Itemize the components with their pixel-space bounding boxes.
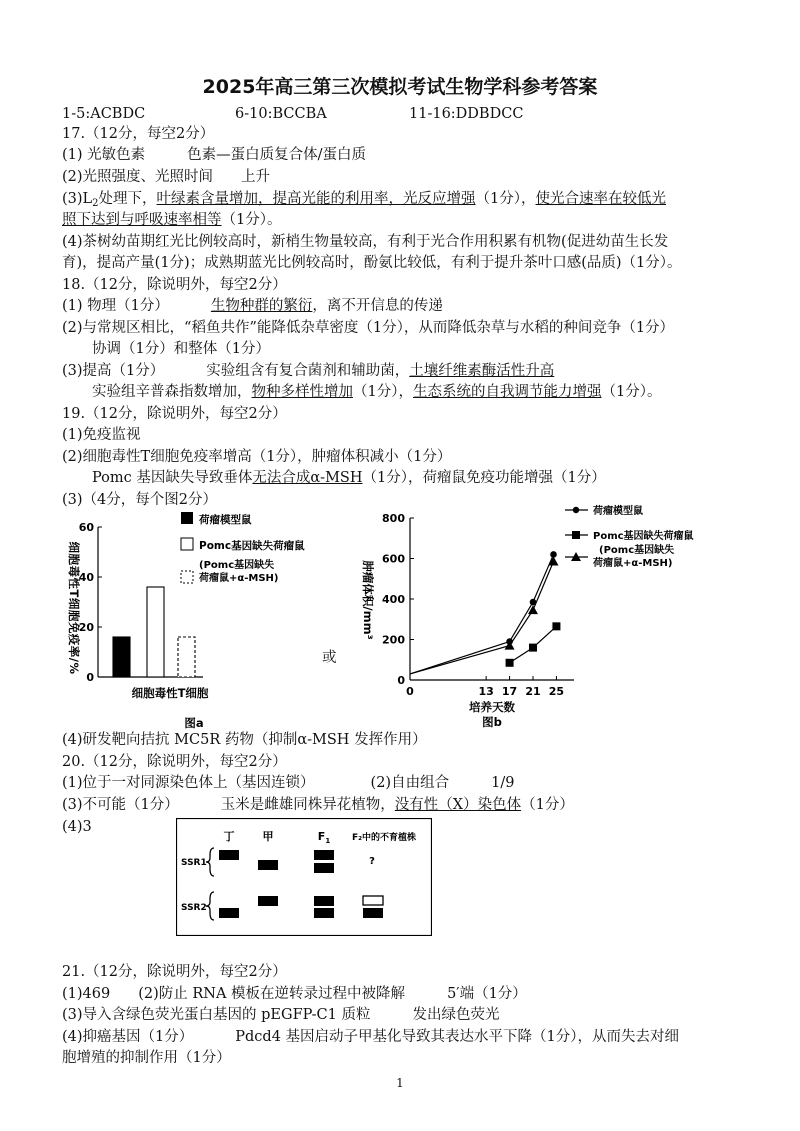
y-tick-label: 0 bbox=[397, 674, 405, 687]
mc-answers-1-5: 1-5:ACBDC bbox=[62, 106, 146, 122]
band-f1-ssr1-lower bbox=[314, 863, 334, 873]
legend-marker-model bbox=[573, 507, 579, 513]
col-label-f1: $F_1$ bbox=[317, 830, 331, 845]
series-line-1 bbox=[410, 554, 554, 673]
q21-line-3: (4)抑癌基因（1分） Pdcd4 基因启动子甲基化导致其表达水平下降（1分），从而失去对细 bbox=[62, 1029, 680, 1045]
q21-line-4: 胞增殖的抑制作用（1分） bbox=[62, 1050, 231, 1066]
figure-a-x-axis-label: 细胞毒性T细胞 bbox=[131, 686, 209, 700]
q17-heading: 17.（12分，每空2分） bbox=[62, 126, 215, 142]
band-f2-ssr2-lower bbox=[363, 908, 383, 918]
legend-label-pomc: Pomc基因缺失荷瘤鼠 bbox=[199, 540, 305, 552]
band-jia-ssr2 bbox=[258, 896, 278, 906]
bar-1 bbox=[113, 637, 130, 677]
x-tick-label: 25 bbox=[548, 685, 565, 698]
q18-heading: 18.（12分，除说明外，每空2分） bbox=[62, 277, 287, 293]
x-tick-label: 0 bbox=[406, 685, 414, 698]
q17-line-4: (4)茶树幼苗期红光比例较高时，新梢生物量较高，有利于光合作用积累有机物(促进幼苗生长发 bbox=[62, 234, 669, 250]
point-s3 bbox=[549, 557, 559, 566]
row-label-ssr1: SSR1 bbox=[181, 858, 207, 868]
q17-line-2: (2)光照强度、光照时间 上升 bbox=[62, 169, 271, 185]
legend-marker-pomc bbox=[572, 531, 580, 539]
legend-label-pomc-msh-2: 荷瘤鼠+α-MSH) bbox=[199, 573, 279, 584]
q17-line-4b: 育)，提高产量(1分)；成熟期蓝光比例较高时，酚氨比较低，有利于提升茶叶口感(品质)（1分）。 bbox=[62, 255, 682, 271]
mc-answers-11-16: 11-16:DDBDCC bbox=[409, 106, 524, 122]
band-jia-ssr1 bbox=[258, 860, 278, 870]
y-tick-label: 200 bbox=[382, 633, 405, 647]
legend-label-model: 荷瘤模型鼠 bbox=[199, 514, 252, 526]
q19-line-3: Pomc 基因缺失导致垂体无法合成α-MSH（1分），荷瘤鼠免疫功能增强（1分） bbox=[92, 470, 606, 486]
band-f1-ssr2-lower bbox=[314, 908, 334, 918]
figure-a-y-axis-label: 细胞毒性T细胞免疫率/% bbox=[67, 541, 81, 675]
band-f1-ssr1-upper bbox=[314, 850, 334, 860]
ssr-gel-diagram bbox=[176, 818, 432, 936]
x-tick-label: 13 bbox=[478, 685, 494, 698]
band-f2-ssr2-blank bbox=[363, 896, 383, 905]
x-tick-label: 21 bbox=[525, 685, 541, 698]
page-title: 2025年高三第三次模拟考试生物学科参考答案 bbox=[202, 76, 598, 98]
figure-b-series bbox=[410, 551, 560, 674]
row-label-ssr2: SSR2 bbox=[181, 903, 207, 913]
band-f1-ssr2-upper bbox=[314, 896, 334, 906]
q18-line-4: 实验组辛普森指数增加，物种多样性增加（1分），生态系统的自我调节能力增强（1分）。 bbox=[92, 384, 662, 400]
q19-heading: 19.（12分，除说明外，每空2分） bbox=[62, 406, 287, 422]
point-s3 bbox=[528, 605, 538, 614]
q18-line-3: (3)提高（1分） 实验组含有复合菌剂和辅助菌，土壤纤维素酶活性升高 bbox=[62, 363, 555, 379]
y-tick-label: 600 bbox=[382, 552, 405, 566]
q17-line-1: (1) 光敏色素 色素—蛋白质复合体/蛋白质 bbox=[62, 147, 367, 163]
q19-line-1: (1)免疫监视 bbox=[62, 427, 141, 443]
figure-a-bar-chart bbox=[58, 512, 318, 737]
y-tick-label: 60 bbox=[78, 521, 94, 534]
col-label-f2-sterile: F₂中的不育植株 bbox=[351, 833, 417, 843]
q20-line-2: (3)不可能（1分） 玉米是雌雄同株异花植物，没有性（X）染色体（1分） bbox=[62, 797, 574, 813]
figure-a-bars bbox=[113, 587, 195, 677]
q21-heading: 21.（12分，除说明外，每空2分） bbox=[62, 964, 287, 980]
bar-2 bbox=[147, 587, 164, 677]
q21-line-2: (3)导入含绿色荧光蛋白基因的 pEGFP-C1 质粒 发出绿色荧光 bbox=[62, 1007, 500, 1023]
figure-b-title: 图b bbox=[482, 715, 502, 729]
q17-line-3: $(3)L_2$处理下，叶绿素含量增加，提高光能的利用率，光反应增强（1分），使光合速率在较低光 bbox=[62, 191, 667, 209]
q20-line-3: (4)3 bbox=[62, 819, 92, 835]
figure-a-title: 图a bbox=[184, 716, 204, 730]
mc-answers-6-10: 6-10:BCCBA bbox=[235, 106, 327, 122]
point-s2 bbox=[529, 644, 537, 652]
legend-label-pomc-msh-1: (Pomc基因缺失 bbox=[199, 560, 275, 571]
q18-line-2b: 协调（1分）和整体（1分） bbox=[92, 341, 270, 357]
q19-line-5: (4)研发靶向拮抗 MC5R 药物（抑制α-MSH 发挥作用） bbox=[62, 732, 427, 748]
legend-label-pomc-msh-b-2: 荷瘤鼠+α-MSH) bbox=[593, 558, 673, 569]
point-s3 bbox=[505, 641, 515, 650]
legend-swatch-model bbox=[181, 512, 193, 524]
col-label-ding: 丁 bbox=[223, 830, 235, 843]
figure-b-x-axis-label: 培养天数 bbox=[469, 700, 515, 714]
q17-line-3b: 照下达到与呼吸速率相等（1分）。 bbox=[62, 212, 282, 228]
x-tick-label: 17 bbox=[501, 685, 518, 698]
y-tick-label: 400 bbox=[382, 593, 405, 606]
y-tick-label: 800 bbox=[382, 512, 405, 525]
q21-line-1: (1)469 (2)防止 RNA 模板在逆转录过程中被降解 5′端（1分） bbox=[62, 986, 527, 1002]
series-line-3 bbox=[410, 562, 554, 674]
q18-line-2: (2)与常规区相比，“稻鱼共作”能降低杂草密度（1分），从而降低杂草与水稻的种间竞争（1分） bbox=[62, 320, 675, 336]
col-label-jia: 甲 bbox=[262, 830, 274, 843]
q20-line-1: (1)位于一对同源染色体上（基因连锁） (2)自由组合 1/9 bbox=[62, 775, 515, 791]
legend-label-model-b: 荷瘤模型鼠 bbox=[593, 506, 643, 517]
legend-label-pomc-b: Pomc基因缺失荷瘤鼠 bbox=[593, 531, 694, 542]
figure-b-axes bbox=[382, 512, 574, 698]
y-tick-label: 40 bbox=[78, 571, 94, 584]
band-ding-ssr2 bbox=[219, 908, 239, 918]
bar-3 bbox=[178, 637, 195, 677]
legend-swatch-pomc-msh bbox=[181, 571, 193, 583]
legend-label-pomc-msh-b-1: (Pomc基因缺失 bbox=[599, 545, 675, 556]
band-f2-ssr1-unknown: ? bbox=[369, 856, 375, 867]
y-tick-label: 20 bbox=[78, 621, 94, 634]
legend-swatch-pomc bbox=[181, 538, 193, 550]
figure-b-y-axis-label: 肿瘤体积/mm³ bbox=[361, 560, 375, 640]
q20-heading: 20.（12分，除说明外，每空2分） bbox=[62, 754, 287, 770]
band-ding-ssr1 bbox=[219, 850, 239, 860]
point-s2 bbox=[506, 659, 514, 667]
y-tick-label: 0 bbox=[86, 671, 94, 684]
page-number: 1 bbox=[396, 1076, 404, 1090]
figure-b-line-chart bbox=[352, 500, 712, 740]
q18-line-1: (1) 物理（1分） 生物种群的繁衍，离不开信息的传递 bbox=[62, 298, 443, 314]
q19-line-4: (3)（4分，每个图2分） bbox=[62, 492, 217, 508]
point-s2 bbox=[552, 622, 560, 630]
or-label: 或 bbox=[322, 650, 337, 666]
q19-line-2: (2)细胞毒性T细胞免疫率增高（1分），肿瘤体积减小（1分） bbox=[62, 449, 452, 465]
